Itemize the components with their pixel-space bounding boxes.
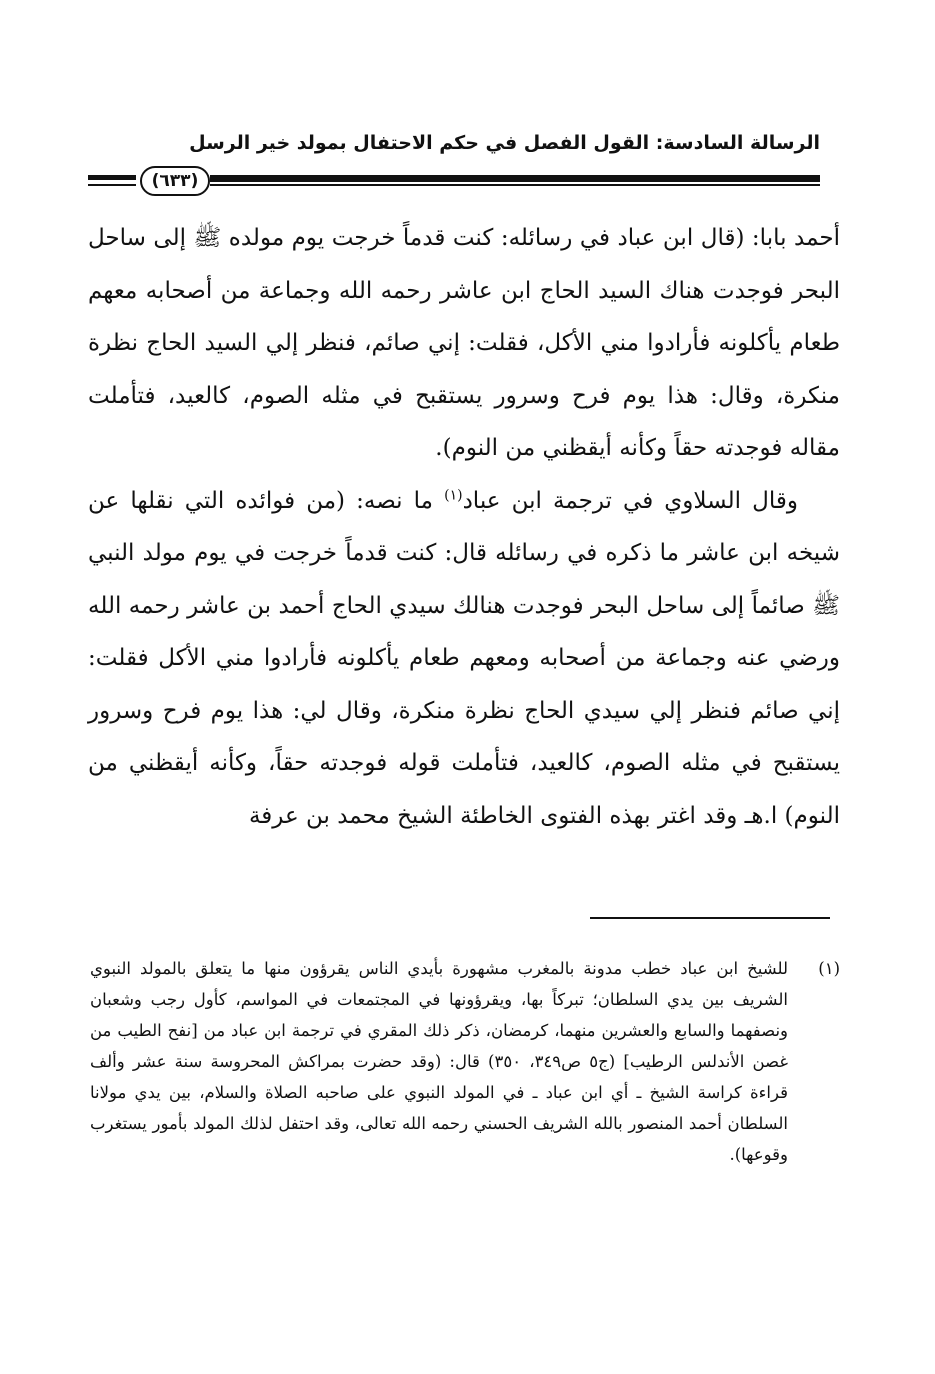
footnote-divider [590, 917, 830, 919]
footnote-reference[interactable]: (١) [444, 486, 463, 503]
paragraph-text: ما نصه: (من فوائده التي نقلها عن شيخه ابن عاشر ما ذكره في رسائله قال: كنت قدماً خرجت في يوم مولد النبي ﷺ صائماً إلى ساحل البحر فوجدت هنالك سيدي الحاج أحمد بن عاشر رحمه الله ورضي عنه وجماعة من أصحابه ومعهم طعام يأكلونه فأرادوا مني الأكل فقلت: إني صائم فنظر إلي سيدي الحاج نظرة منكرة، وقال لي: هذا يوم فرح وسرور يستقبح في مثله الصوم، كالعيد، فتأملت قوله فوجدته حقاً، وكأنه أيقظني من النوم) ا.هـ وقد اغتر بهذه الفتوى الخاطئة الشيخ محمد بن عرفة [88, 487, 840, 829]
paragraph [88, 475, 840, 843]
footnote-number: (١) [818, 959, 840, 978]
main-text [88, 212, 840, 842]
footnote [90, 953, 840, 1170]
page-number: (٦٣٣) [140, 166, 210, 196]
header-rule-right [210, 175, 820, 182]
paragraph-text: وقال السلاوي في ترجمة ابن عباد [462, 487, 798, 514]
header-rule-left [88, 175, 136, 180]
footnote-text: للشيخ ابن عباد خطب مدونة بالمغرب مشهورة بأيدي الناس يقرؤون منها ما يتعلق بالمولد النبوي الشريف بين يدي السلطان؛ تبركاً بها، ويقرؤونها في المجتمعات في المواسم، كأول رجب وشعبان ونصفهما والسابع والعشرين منهما، كرمضان، ذكر ذلك المقري في ترجمة ابن عباد من [نفح الطيب من غصن الأندلس الرطيب] (ج٥ ص٣٤٩، ٣٥٠) قال: (وقد حضرت بمراكش المحروسة سنة عشر وألف قراءة كراسة الشيخ ـ أي ابن عباد ـ في المولد النبوي على صاحبه الصلاة والسلام، بين يدي مولانا السلطان أحمد المنصور بالله الشريف الحسني رحمه الله تعالى، وقد احتفل لذلك المولد بأمور يستغرب وقوعها). [90, 959, 788, 1164]
header-rule [88, 168, 820, 194]
paragraph: أحمد بابا: (قال ابن عباد في رسائله: كنت قدماً خرجت يوم مولده ﷺ إلى ساحل البحر فوجدت هناك السيد الحاج ابن عاشر رحمه الله وجماعة من أصحابه معهم طعام يأكلونه فأرادوا مني الأكل، فقلت: إني صائم، فنظر إلي السيد الحاج نظرة منكرة، وقال: هذا يوم فرح وسرور يستقبح في مثله الصوم، كالعيد، فتأملت مقاله فوجدته حقاً وكأنه أيقظني من النوم). [88, 225, 840, 461]
running-title: الرسالة السادسة: القول الفصل في حكم الاحتفال بمولد خير الرسل [189, 132, 820, 154]
